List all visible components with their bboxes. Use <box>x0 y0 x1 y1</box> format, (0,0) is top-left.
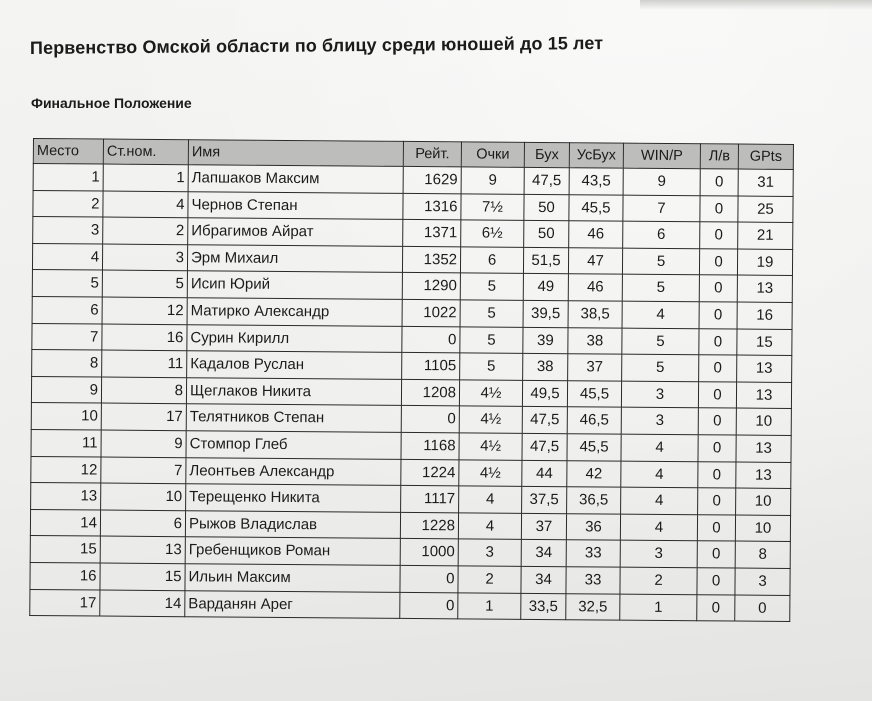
cell-place: 9 <box>31 376 101 403</box>
cell-lv: 0 <box>699 355 737 382</box>
cell-start: 13 <box>100 536 185 563</box>
cell-start: 10 <box>101 483 186 510</box>
cell-start: 11 <box>102 350 187 377</box>
cell-lv: 0 <box>699 275 737 302</box>
table-row <box>30 589 790 622</box>
cell-buh: 47,5 <box>522 433 567 460</box>
cell-usbuh: 45,5 <box>569 194 623 221</box>
cell-points: 5 <box>460 273 523 300</box>
cell-buh: 49 <box>523 274 568 301</box>
cell-place: 3 <box>33 217 103 244</box>
cell-usbuh: 47 <box>568 247 622 274</box>
cell-place: 6 <box>32 296 102 323</box>
cell-name: Матирко Александр <box>187 298 402 326</box>
cell-start: 4 <box>103 191 188 218</box>
cell-gpts: 21 <box>738 222 793 249</box>
cell-points: 4½ <box>459 380 522 407</box>
cell-lv: 0 <box>700 222 738 249</box>
cell-points: 4½ <box>459 459 522 486</box>
cell-rating: 1629 <box>403 166 461 193</box>
cell-points: 1 <box>458 592 521 619</box>
cell-win: 7 <box>623 195 700 222</box>
cell-name: Леонтьев Александр <box>186 457 401 485</box>
cell-start: 16 <box>102 324 187 351</box>
cell-gpts: 25 <box>738 196 793 223</box>
cell-lv: 0 <box>699 302 737 329</box>
cell-points: 6 <box>460 247 523 274</box>
cell-start: 17 <box>101 403 186 430</box>
cell-buh: 50 <box>524 194 569 221</box>
cell-name: Исип Юрий <box>187 271 402 299</box>
cell-buh: 47,5 <box>522 407 567 434</box>
cell-buh: 38 <box>523 354 568 381</box>
cell-place: 13 <box>31 483 101 510</box>
cell-win: 1 <box>620 594 697 621</box>
cell-gpts: 10 <box>735 515 790 542</box>
cell-name: Кадалов Руслан <box>187 351 402 379</box>
cell-lv: 0 <box>697 541 735 568</box>
cell-usbuh: 38,5 <box>568 301 622 328</box>
cell-rating: 0 <box>400 592 458 619</box>
cell-buh: 49,5 <box>522 380 567 407</box>
cell-points: 4½ <box>459 433 522 460</box>
cell-buh: 51,5 <box>523 247 568 274</box>
header-rating: Рейт. <box>403 141 461 166</box>
cell-name: Стомпор Глеб <box>186 431 401 459</box>
cell-win: 4 <box>620 514 697 541</box>
cell-name: Телятников Степан <box>186 404 401 432</box>
cell-lv: 0 <box>698 461 736 488</box>
cell-usbuh: 33 <box>566 567 620 594</box>
cell-lv: 0 <box>698 381 736 408</box>
cell-points: 5 <box>460 353 523 380</box>
cell-usbuh: 36 <box>566 513 620 540</box>
cell-rating: 1000 <box>400 539 458 566</box>
cell-place: 15 <box>30 536 100 563</box>
cell-win: 4 <box>621 434 698 461</box>
cell-lv: 0 <box>698 488 736 515</box>
cell-usbuh: 37 <box>568 354 622 381</box>
cell-usbuh: 46,5 <box>567 407 621 434</box>
cell-win: 6 <box>623 221 700 248</box>
cell-start: 1 <box>103 164 188 191</box>
cell-name: Лапшаков Максим <box>188 165 403 193</box>
cell-place: 7 <box>32 323 102 350</box>
cell-start: 7 <box>101 457 186 484</box>
document-title: Первенство Омской области по блицу среди юношей до 15 лет <box>29 32 604 58</box>
cell-rating: 1208 <box>401 379 459 406</box>
cell-gpts: 13 <box>737 275 792 302</box>
cell-rating: 1022 <box>402 299 460 326</box>
cell-usbuh: 43,5 <box>569 168 623 195</box>
cell-points: 4½ <box>459 406 522 433</box>
cell-points: 5 <box>460 300 523 327</box>
cell-lv: 0 <box>697 514 735 541</box>
cell-usbuh: 45,5 <box>567 434 621 461</box>
cell-place: 17 <box>30 589 100 616</box>
cell-usbuh: 36,5 <box>567 487 621 514</box>
cell-place: 10 <box>31 403 101 430</box>
cell-place: 4 <box>32 243 102 270</box>
cell-win: 3 <box>621 407 698 434</box>
cell-lv: 0 <box>697 594 735 621</box>
cell-gpts: 16 <box>737 302 792 329</box>
cell-buh: 44 <box>522 460 567 487</box>
cell-gpts: 19 <box>737 249 792 276</box>
cell-gpts: 3 <box>735 568 790 595</box>
cell-usbuh: 32,5 <box>566 593 620 620</box>
header-name: Имя <box>188 140 403 167</box>
cell-usbuh: 45,5 <box>567 380 621 407</box>
cell-lv: 0 <box>700 195 738 222</box>
cell-win: 3 <box>621 381 698 408</box>
cell-name: Чернов Степан <box>188 191 403 219</box>
cell-usbuh: 33 <box>566 540 620 567</box>
cell-name: Ибрагимов Айрат <box>188 218 403 246</box>
table-body <box>30 164 794 622</box>
cell-name: Ильин Максим <box>185 564 400 592</box>
cell-buh: 34 <box>521 540 566 567</box>
cell-win: 5 <box>622 275 699 302</box>
cell-name: Терещенко Никита <box>186 484 401 512</box>
cell-name: Эрм Михаил <box>187 244 402 272</box>
cell-win: 9 <box>623 168 700 195</box>
cell-gpts: 10 <box>736 408 791 435</box>
cell-gpts: 0 <box>735 595 790 622</box>
cell-rating: 1290 <box>402 273 460 300</box>
cell-place: 16 <box>30 562 100 589</box>
cell-win: 3 <box>620 540 697 567</box>
cell-lv: 0 <box>697 568 735 595</box>
cell-usbuh: 38 <box>568 327 622 354</box>
cell-points: 4 <box>458 513 521 540</box>
header-buh: Бух <box>524 142 569 167</box>
cell-gpts: 13 <box>736 382 791 409</box>
cell-rating: 1105 <box>402 353 460 380</box>
cell-win: 5 <box>622 354 699 381</box>
cell-rating: 1228 <box>400 512 458 539</box>
cell-name: Гребенщиков Роман <box>185 537 400 565</box>
header-place: Место <box>33 139 103 165</box>
cell-start: 8 <box>101 377 186 404</box>
cell-buh: 39,5 <box>523 300 568 327</box>
cell-start: 9 <box>101 430 186 457</box>
cell-place: 8 <box>32 350 102 377</box>
cell-buh: 34 <box>521 566 566 593</box>
cell-rating: 1117 <box>401 486 459 513</box>
cell-points: 7½ <box>461 193 524 220</box>
cell-lv: 0 <box>699 249 737 276</box>
cell-rating: 1316 <box>403 193 461 220</box>
standings-table <box>29 138 794 622</box>
cell-lv: 0 <box>698 435 736 462</box>
header-win: WIN/P <box>623 143 700 169</box>
cell-usbuh: 46 <box>568 274 622 301</box>
cell-win: 4 <box>622 301 699 328</box>
cell-usbuh: 46 <box>569 221 623 248</box>
cell-buh: 37 <box>521 513 566 540</box>
cell-gpts: 13 <box>736 462 791 489</box>
cell-lv: 0 <box>700 169 738 196</box>
paper-top-shadow <box>640 0 872 10</box>
cell-rating: 1168 <box>401 432 459 459</box>
cell-buh: 47,5 <box>524 167 569 194</box>
cell-rating: 0 <box>401 406 459 433</box>
cell-place: 2 <box>33 190 103 217</box>
cell-start: 5 <box>102 270 187 297</box>
cell-points: 3 <box>458 539 521 566</box>
cell-win: 5 <box>622 328 699 355</box>
header-points: Очки <box>461 142 524 167</box>
cell-buh: 39 <box>523 327 568 354</box>
cell-rating: 0 <box>400 565 458 592</box>
cell-points: 5 <box>460 326 523 353</box>
cell-win: 2 <box>620 567 697 594</box>
header-usbuh: УсБух <box>569 143 623 168</box>
standings-table-wrapper <box>29 138 794 622</box>
cell-gpts: 8 <box>735 541 790 568</box>
cell-gpts: 15 <box>737 329 792 356</box>
cell-name: Сурин Кирилл <box>187 324 402 352</box>
cell-place: 14 <box>30 509 100 536</box>
cell-buh: 50 <box>524 221 569 248</box>
cell-rating: 1224 <box>401 459 459 486</box>
cell-buh: 33,5 <box>521 593 566 620</box>
cell-name: Варданян Арег <box>185 590 400 618</box>
cell-place: 12 <box>31 456 101 483</box>
cell-name: Щеглаков Никита <box>186 377 401 405</box>
header-start: Ст.ном. <box>103 139 188 165</box>
cell-start: 15 <box>100 563 185 590</box>
header-lv: Л/в <box>700 144 738 169</box>
cell-gpts: 13 <box>737 355 792 382</box>
cell-buh: 37,5 <box>522 486 567 513</box>
cell-points: 6½ <box>461 220 524 247</box>
cell-rating: 1352 <box>402 246 460 273</box>
cell-usbuh: 42 <box>567 460 621 487</box>
cell-gpts: 13 <box>736 435 791 462</box>
cell-points: 4 <box>459 486 522 513</box>
cell-lv: 0 <box>699 328 737 355</box>
cell-rating: 1371 <box>403 220 461 247</box>
cell-place: 1 <box>33 164 103 191</box>
cell-start: 12 <box>102 297 187 324</box>
cell-place: 11 <box>31 429 101 456</box>
cell-win: 5 <box>622 248 699 275</box>
cell-place: 5 <box>32 270 102 297</box>
header-gpts: GPts <box>738 144 793 169</box>
cell-win: 4 <box>621 487 698 514</box>
cell-rating: 0 <box>402 326 460 353</box>
cell-start: 14 <box>100 590 185 617</box>
cell-start: 3 <box>102 244 187 271</box>
cell-points: 2 <box>458 566 521 593</box>
cell-name: Рыжов Владислав <box>185 510 400 538</box>
cell-win: 4 <box>621 461 698 488</box>
cell-gpts: 31 <box>738 169 793 196</box>
cell-lv: 0 <box>698 408 736 435</box>
cell-points: 9 <box>461 167 524 194</box>
document-subtitle: Финальное Положение <box>31 95 192 111</box>
cell-start: 2 <box>103 217 188 244</box>
cell-gpts: 10 <box>736 488 791 515</box>
cell-start: 6 <box>100 510 185 537</box>
